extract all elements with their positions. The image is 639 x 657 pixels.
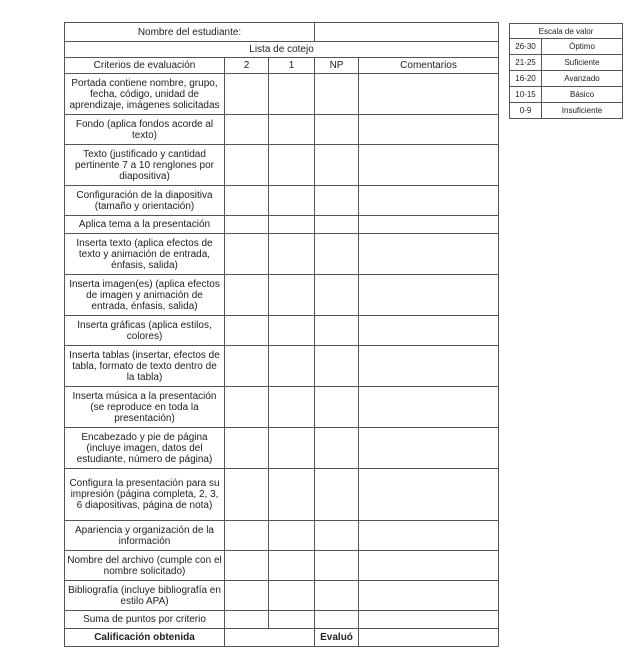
comments-cell[interactable] — [359, 216, 499, 234]
scale-range: 0-9 — [510, 103, 542, 119]
table-row — [65, 216, 499, 234]
scale-range: 10-15 — [510, 87, 542, 103]
criterion-label: Configura la presentación para su impresión (página completa, 2, 3, 6 diapositivas, página de nota) — [65, 469, 225, 521]
criterion-label: Encabezado y pie de página (incluye imagen, datos del estudiante, número de página) — [65, 428, 225, 469]
scale-row — [510, 103, 623, 119]
evaluator-field[interactable] — [359, 629, 499, 647]
criterion-label: Apariencia y organización de la información — [65, 521, 225, 551]
comments-cell[interactable] — [359, 551, 499, 581]
criterion-label: Nombre del archivo (cumple con el nombre solicitado) — [65, 551, 225, 581]
score-2-cell[interactable] — [225, 186, 269, 216]
comments-cell[interactable] — [359, 346, 499, 387]
score-1-cell[interactable] — [269, 551, 315, 581]
score-np-cell[interactable] — [315, 521, 359, 551]
column-header-criteria: Criterios de evaluación — [65, 58, 225, 74]
table-row — [65, 387, 499, 428]
score-np-cell[interactable] — [315, 316, 359, 346]
criterion-label: Configuración de la diapositiva (tamaño y orientación) — [65, 186, 225, 216]
scale-level: Básico — [542, 87, 623, 103]
score-1-cell[interactable] — [269, 387, 315, 428]
comments-cell[interactable] — [359, 428, 499, 469]
score-2-cell[interactable] — [225, 611, 269, 629]
table-row — [65, 115, 499, 145]
score-np-cell[interactable] — [315, 581, 359, 611]
criterion-label: Suma de puntos por criterio — [65, 611, 225, 629]
table-row — [65, 428, 499, 469]
scale-row — [510, 71, 623, 87]
score-np-cell[interactable] — [315, 275, 359, 316]
score-1-cell[interactable] — [269, 346, 315, 387]
table-row — [65, 551, 499, 581]
checklist-title: Lista de cotejo — [65, 42, 499, 58]
scale-row — [510, 87, 623, 103]
table-row — [65, 469, 499, 521]
scale-title: Escala de valor — [510, 24, 623, 39]
criterion-label: Aplica tema a la presentación — [65, 216, 225, 234]
score-1-cell[interactable] — [269, 74, 315, 115]
score-np-cell[interactable] — [315, 611, 359, 629]
comments-cell[interactable] — [359, 275, 499, 316]
score-2-cell[interactable] — [225, 581, 269, 611]
score-2-cell[interactable] — [225, 521, 269, 551]
comments-cell[interactable] — [359, 115, 499, 145]
score-1-cell[interactable] — [269, 186, 315, 216]
score-1-cell[interactable] — [269, 234, 315, 275]
comments-cell[interactable] — [359, 74, 499, 115]
comments-cell[interactable] — [359, 145, 499, 186]
score-np-cell[interactable] — [315, 387, 359, 428]
score-2-cell[interactable] — [225, 428, 269, 469]
score-np-cell[interactable] — [315, 469, 359, 521]
table-row — [65, 521, 499, 551]
score-1-cell[interactable] — [269, 581, 315, 611]
score-np-cell[interactable] — [315, 186, 359, 216]
scale-row — [510, 55, 623, 71]
table-row — [65, 316, 499, 346]
column-header-np: NP — [315, 58, 359, 74]
scale-row — [510, 39, 623, 55]
student-name-label: Nombre del estudiante: — [65, 23, 315, 42]
score-1-cell[interactable] — [269, 216, 315, 234]
column-header-2: 2 — [225, 58, 269, 74]
criterion-label: Fondo (aplica fondos acorde al texto) — [65, 115, 225, 145]
student-name-field[interactable] — [315, 23, 499, 42]
comments-cell[interactable] — [359, 186, 499, 216]
scale-level: Óptimo — [542, 39, 623, 55]
table-row — [65, 275, 499, 316]
criterion-label: Inserta texto (aplica efectos de texto y animación de entrada, énfasis, salida) — [65, 234, 225, 275]
score-1-cell[interactable] — [269, 115, 315, 145]
table-row — [65, 611, 499, 629]
score-2-cell[interactable] — [225, 387, 269, 428]
table-row — [65, 186, 499, 216]
score-2-cell[interactable] — [225, 346, 269, 387]
table-row — [65, 234, 499, 275]
score-np-cell[interactable] — [315, 551, 359, 581]
scale-range: 26-30 — [510, 39, 542, 55]
scale-range: 16-20 — [510, 71, 542, 87]
criterion-label: Inserta tablas (insertar, efectos de tabla, formato de texto dentro de la tabla) — [65, 346, 225, 387]
scale-level: Suficiente — [542, 55, 623, 71]
scale-level: Avanzado — [542, 71, 623, 87]
evaluator-label: Evaluó — [315, 629, 359, 647]
column-header-comments: Comentarios — [359, 58, 499, 74]
score-2-cell[interactable] — [225, 469, 269, 521]
criterion-label: Bibliografía (incluye bibliografía en estilo APA) — [65, 581, 225, 611]
score-np-cell[interactable] — [315, 428, 359, 469]
score-2-cell[interactable] — [225, 316, 269, 346]
table-row — [65, 581, 499, 611]
criterion-label: Inserta gráficas (aplica estilos, colores) — [65, 316, 225, 346]
score-1-cell[interactable] — [269, 275, 315, 316]
score-2-cell[interactable] — [225, 74, 269, 115]
score-1-cell[interactable] — [269, 316, 315, 346]
final-grade-label: Calificación obtenida — [65, 629, 225, 647]
score-2-cell[interactable] — [225, 145, 269, 186]
score-2-cell[interactable] — [225, 115, 269, 145]
table-row — [65, 346, 499, 387]
score-2-cell[interactable] — [225, 234, 269, 275]
score-1-cell[interactable] — [269, 428, 315, 469]
final-grade-field[interactable] — [225, 629, 315, 647]
comments-cell[interactable] — [359, 387, 499, 428]
score-np-cell[interactable] — [315, 234, 359, 275]
comments-cell[interactable] — [359, 521, 499, 551]
value-scale-table — [509, 23, 623, 119]
comments-cell[interactable] — [359, 581, 499, 611]
criterion-label: Portada contiene nombre, grupo, fecha, código, unidad de aprendizaje, imágenes solicitadas — [65, 74, 225, 115]
score-1-cell[interactable] — [269, 469, 315, 521]
column-header-1: 1 — [269, 58, 315, 74]
comments-cell[interactable] — [359, 316, 499, 346]
score-np-cell[interactable] — [315, 115, 359, 145]
table-row — [65, 145, 499, 186]
score-2-cell[interactable] — [225, 275, 269, 316]
comments-cell[interactable] — [359, 611, 499, 629]
scale-level: Insuficiente — [542, 103, 623, 119]
criterion-label: Inserta música a la presentación (se reproduce en toda la presentación) — [65, 387, 225, 428]
score-1-cell[interactable] — [269, 521, 315, 551]
checklist-table — [64, 22, 499, 647]
score-np-cell[interactable] — [315, 74, 359, 115]
criterion-label: Inserta imagen(es) (aplica efectos de imagen y animación de entrada, énfasis, salida) — [65, 275, 225, 316]
score-np-cell[interactable] — [315, 145, 359, 186]
score-1-cell[interactable] — [269, 145, 315, 186]
score-1-cell[interactable] — [269, 611, 315, 629]
score-np-cell[interactable] — [315, 216, 359, 234]
criterion-label: Texto (justificado y cantidad pertinente 7 a 10 renglones por diapositiva) — [65, 145, 225, 186]
scale-range: 21-25 — [510, 55, 542, 71]
score-np-cell[interactable] — [315, 346, 359, 387]
table-row — [65, 74, 499, 115]
score-2-cell[interactable] — [225, 216, 269, 234]
comments-cell[interactable] — [359, 469, 499, 521]
comments-cell[interactable] — [359, 234, 499, 275]
score-2-cell[interactable] — [225, 551, 269, 581]
